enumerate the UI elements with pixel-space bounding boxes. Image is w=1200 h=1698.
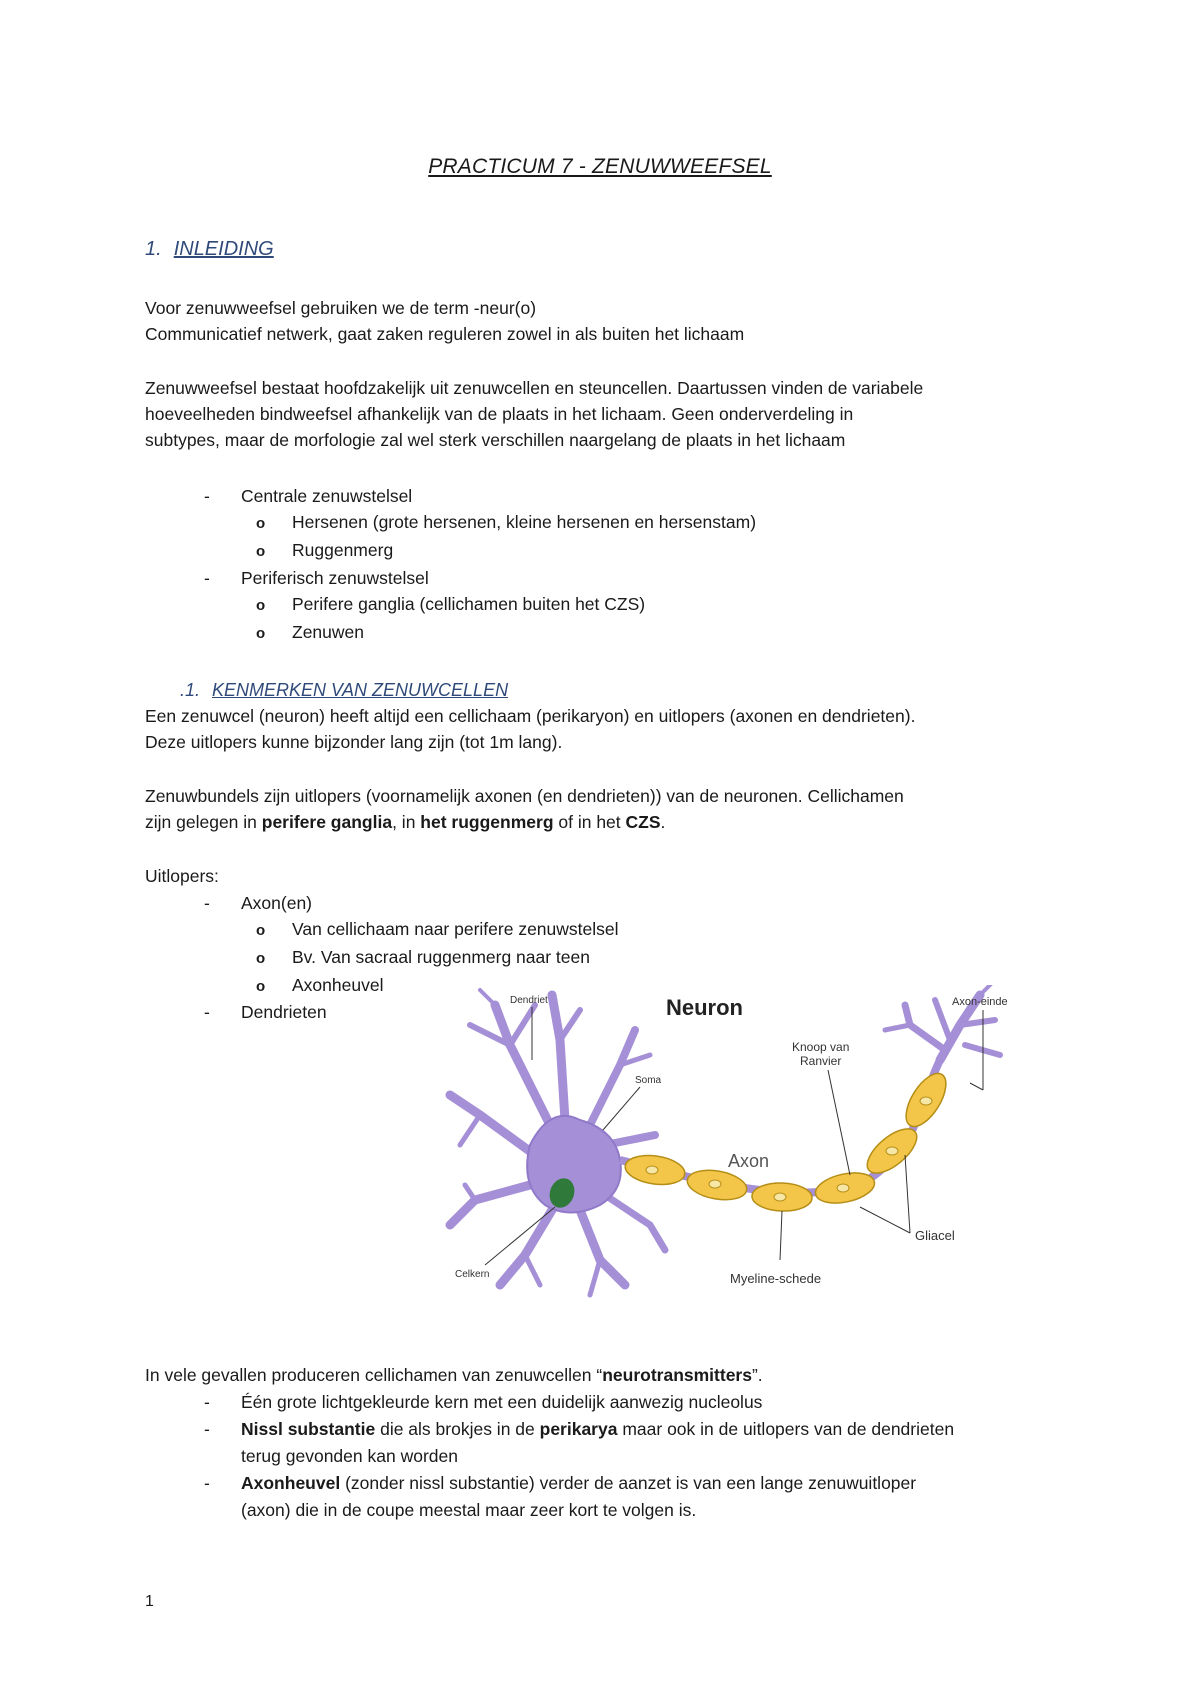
list-subitem: Zenuwen xyxy=(292,622,364,642)
products-item-3-line-2: (axon) die in de coupe meestal maar zeer kort te volgen is. xyxy=(241,1500,697,1520)
myelin-sheath xyxy=(623,1067,953,1212)
list-item-dendrieten: Dendrieten xyxy=(241,1002,327,1022)
text-run: of in het xyxy=(553,812,626,832)
text-run: , in xyxy=(392,812,421,832)
list-bullet: o xyxy=(256,625,266,642)
section-title: INLEIDING xyxy=(173,238,274,260)
intro-line-2: Communicatief netwerk, gaat zaken reguleren zowel in als buiten het lichaam xyxy=(145,324,745,344)
products-item-2-line-2: terug gevonden kan worden xyxy=(241,1446,458,1466)
intro-paragraph-line: hoeveelheden bindweefsel afhankelijk van de plaats in het lichaam. Geen onderverdeling in xyxy=(145,404,854,424)
kenmerken-line-2: Deze uitlopers kunne bijzonder lang zijn (tot 1m lang). xyxy=(145,732,563,752)
text-run: (zonder nissl substantie) verder de aanzet is van een lange zenuwuitloper xyxy=(340,1473,917,1493)
label-gliacel: Gliacel xyxy=(915,1228,955,1243)
label-dendriet: Dendriet xyxy=(510,995,548,1006)
list-subitem: Van cellichaam naar perifere zenuwstelsel xyxy=(292,919,619,939)
list-item-central: Centrale zenuwstelsel xyxy=(241,486,413,506)
intro-line-1: Voor zenuwweefsel gebruiken we de term -neur(o) xyxy=(145,298,537,318)
bold-term: Nissl substantie xyxy=(241,1419,376,1439)
label-celkern: Celkern xyxy=(455,1269,490,1280)
text-run: maar ook in de uitlopers van de dendrieten xyxy=(617,1419,955,1439)
list-bullet: o xyxy=(256,950,266,967)
list-item-axon: Axon(en) xyxy=(241,893,313,913)
text-run: In vele gevallen produceren cellichamen van zenuwcellen “ xyxy=(145,1365,603,1385)
label-knoop-1: Knoop van xyxy=(792,1040,850,1054)
text-run: zijn gelegen in xyxy=(145,812,262,832)
bold-term: het ruggenmerg xyxy=(420,812,554,832)
section-number: .1. xyxy=(180,680,201,700)
bundles-line-1: Zenuwbundels zijn uitlopers (voornamelijk axonen (en dendrieten)) van de neuronen. Cellichamen xyxy=(145,786,904,806)
text-run: ”. xyxy=(751,1365,763,1385)
bold-term: neurotransmitters xyxy=(602,1365,752,1385)
text-run: . xyxy=(660,812,666,832)
list-subitem: Bv. Van sacraal ruggenmerg naar teen xyxy=(292,947,590,967)
section-number: 1. xyxy=(145,238,162,260)
list-bullet: o xyxy=(256,515,266,532)
products-item-3 xyxy=(241,1473,916,1494)
list-subitem: Hersenen (grote hersenen, kleine hersenen en hersenstam) xyxy=(292,512,757,532)
list-dash: - xyxy=(204,1419,210,1439)
kenmerken-line-1: Een zenuwcel (neuron) heeft altijd een cellichaam (perikaryon) en uitlopers (axonen en dendrieten). xyxy=(145,706,916,726)
label-myeline: Myeline-schede xyxy=(730,1271,822,1286)
document-title: PRACTICUM 7 - ZENUWWEEFSEL xyxy=(428,155,772,178)
neuron-diagram xyxy=(440,985,1020,1320)
list-bullet: o xyxy=(256,978,266,995)
products-intro xyxy=(145,1365,763,1386)
soma-shape xyxy=(527,1116,621,1213)
bundles-line-2 xyxy=(145,812,665,833)
section-title: KENMERKEN VAN ZENUWCELLEN xyxy=(212,680,509,700)
list-subitem: Axonheuvel xyxy=(292,975,384,995)
figure-title: Neuron xyxy=(666,995,743,1020)
products-item-2 xyxy=(241,1419,954,1440)
bold-term: perikarya xyxy=(539,1419,618,1439)
list-subitem: Perifere ganglia (cellichamen buiten het CZS) xyxy=(292,594,646,614)
intro-paragraph-line: subtypes, maar de morfologie zal wel sterk verschillen naargelang de plaats in het lichaam xyxy=(145,430,846,450)
label-axon: Axon xyxy=(728,1151,770,1171)
label-axon-einde: Axon-einde xyxy=(952,996,1008,1008)
list-dash: - xyxy=(204,1002,210,1022)
list-bullet: o xyxy=(256,922,266,939)
section-heading-kenmerken xyxy=(180,680,508,701)
page-number: 1 xyxy=(145,1593,154,1610)
intro-paragraph-line: Zenuwweefsel bestaat hoofdzakelijk uit zenuwcellen en steuncellen. Daartussen vinden de variabele xyxy=(145,378,924,398)
list-dash: - xyxy=(204,1473,210,1493)
section-heading-inleiding xyxy=(145,238,274,261)
list-subitem: Ruggenmerg xyxy=(292,540,394,560)
list-item-peripheral: Periferisch zenuwstelsel xyxy=(241,568,429,588)
list-bullet: o xyxy=(256,597,266,614)
bold-term: CZS xyxy=(625,812,661,832)
products-item-1: Één grote lichtgekleurde kern met een duidelijk aanwezig nucleolus xyxy=(241,1392,763,1412)
label-knoop-2: Ranvier xyxy=(800,1054,842,1068)
bold-term: perifere ganglia xyxy=(261,812,393,832)
list-dash: - xyxy=(204,486,210,506)
label-soma: Soma xyxy=(635,1075,662,1086)
list-dash: - xyxy=(204,1392,210,1412)
text-run: die als brokjes in de xyxy=(375,1419,540,1439)
bold-term: Axonheuvel xyxy=(241,1473,341,1493)
list-dash: - xyxy=(204,893,210,913)
list-bullet: o xyxy=(256,543,266,560)
uitlopers-label: Uitlopers: xyxy=(145,866,219,886)
list-dash: - xyxy=(204,568,210,588)
